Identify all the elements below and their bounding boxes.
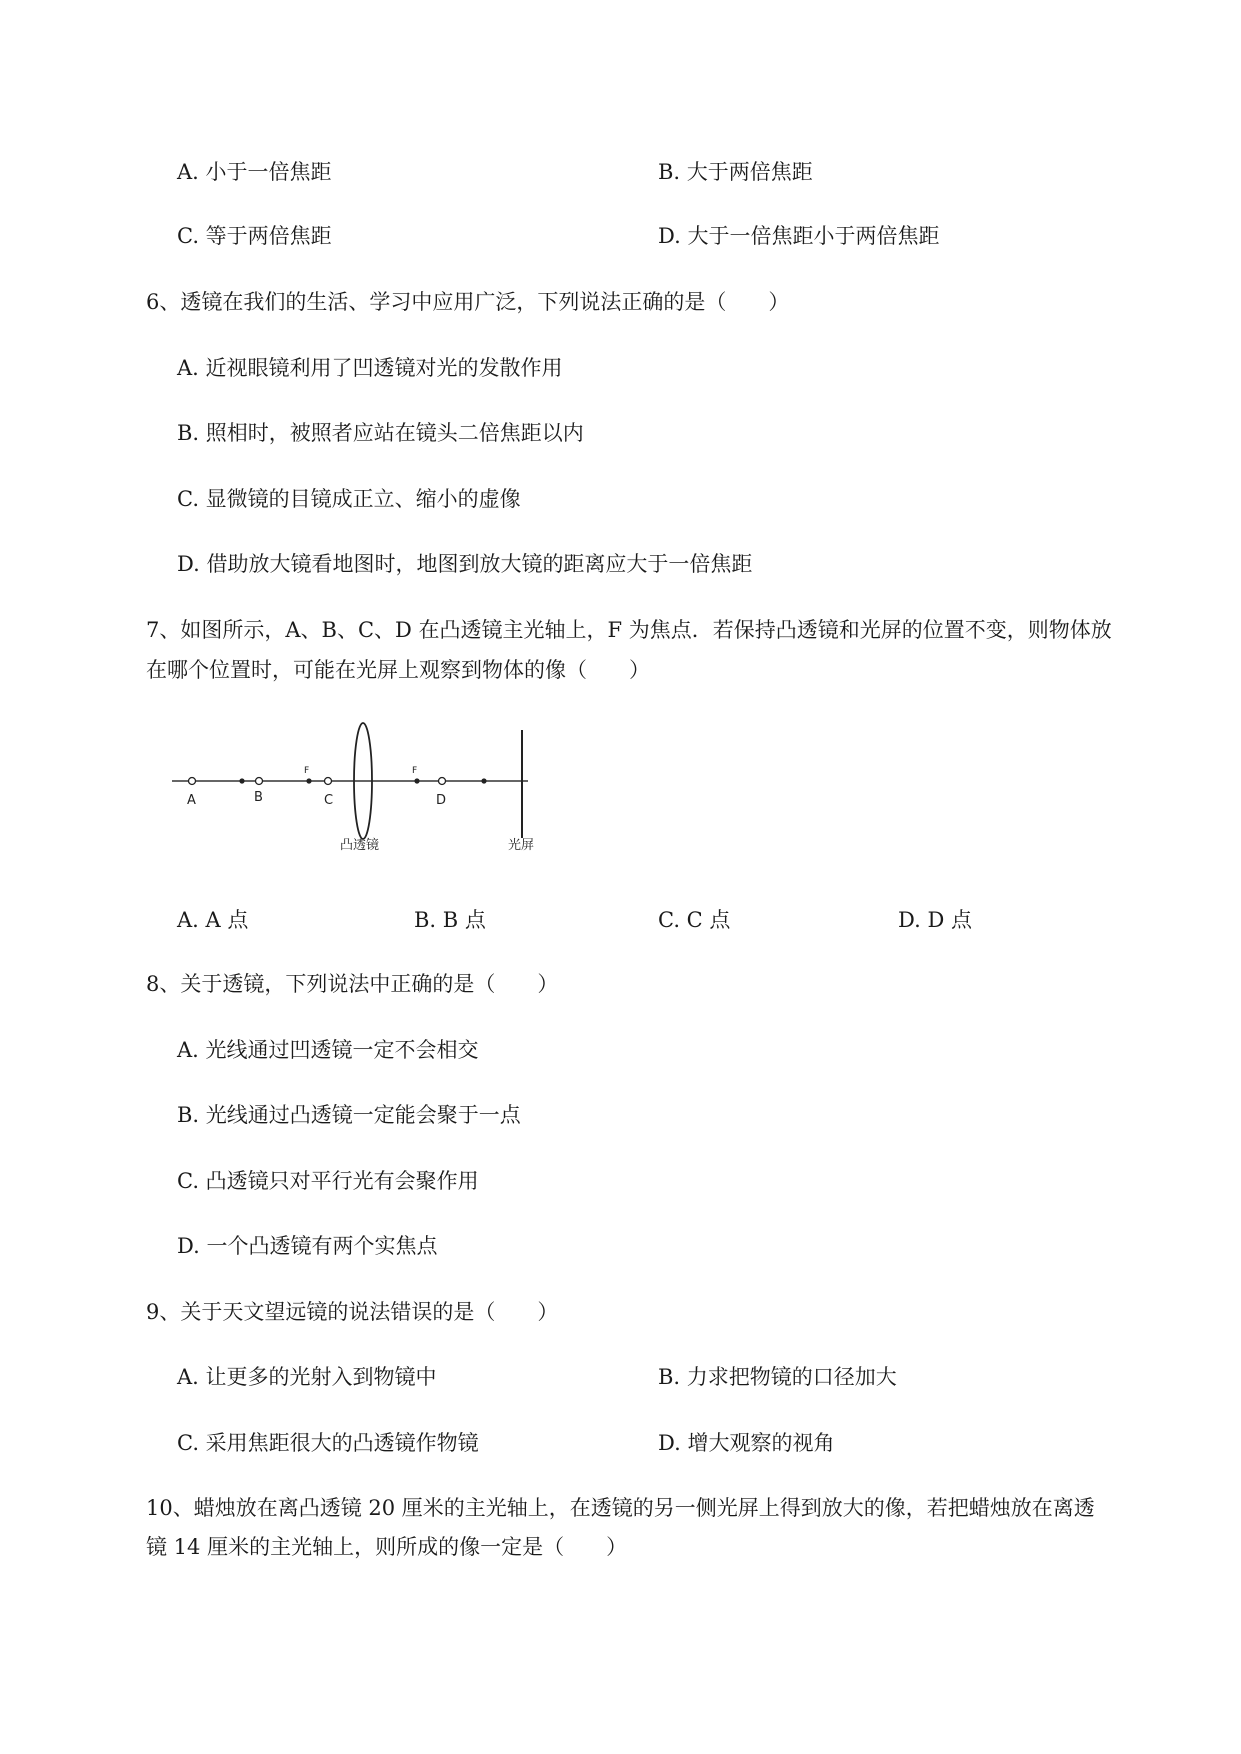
focus-left-marker: [306, 778, 311, 783]
q7-stem-line2: 在哪个位置时，可能在光屏上观察到物体的像（ ）: [146, 658, 650, 682]
solid-dot: [481, 778, 486, 783]
focus-right-marker: [414, 778, 419, 783]
q8-option-d: D. 一个凸透镜有两个实焦点: [177, 1234, 438, 1258]
lens-caption: 凸透镜: [340, 838, 380, 853]
q6-option-d: D. 借助放大镜看地图时，地图到放大镜的距离应大于一倍焦距: [177, 552, 753, 576]
q8-option-b: B. 光线通过凸透镜一定能会聚于一点: [177, 1103, 521, 1127]
q8-stem: 8、关于透镜，下列说法中正确的是（ ）: [146, 972, 559, 996]
q9-stem: 9、关于天文望远镜的说法错误的是（ ）: [146, 1300, 559, 1324]
focus-right-label: F: [412, 766, 418, 776]
point-d-marker: [439, 778, 446, 785]
q5-option-c: C. 等于两倍焦距: [177, 224, 332, 248]
focus-left-label: F: [304, 766, 310, 776]
point-c-marker: [325, 778, 332, 785]
q7-option-c: C. C 点: [658, 908, 731, 932]
point-d-label: D: [436, 793, 447, 808]
q6-stem: 6、透镜在我们的生活、学习中应用广泛，下列说法正确的是（ ）: [146, 290, 790, 314]
q8-option-a: A. 光线通过凹透镜一定不会相交: [177, 1038, 479, 1062]
point-a-label: A: [187, 793, 196, 808]
q6-option-c: C. 显微镜的目镜成正立、缩小的虚像: [177, 487, 521, 511]
lens-diagram-svg: [170, 718, 550, 868]
q6-option-a: A. 近视眼镜利用了凹透镜对光的发散作用: [177, 356, 563, 380]
lens-diagram: [170, 718, 550, 868]
q10-stem-line2: 镜 14 厘米的主光轴上，则所成的像一定是（ ）: [146, 1535, 628, 1559]
q7-stem-line1: 7、如图所示，A、B、C、D 在凸透镜主光轴上，F 为焦点．若保持凸透镜和光屏的位置不变，则物体放: [146, 618, 1112, 642]
q5-option-d: D. 大于一倍焦距小于两倍焦距: [658, 224, 940, 248]
point-a-marker: [189, 778, 196, 785]
screen-caption: 光屏: [508, 838, 535, 853]
q6-option-b: B. 照相时，被照者应站在镜头二倍焦距以内: [177, 421, 584, 445]
q7-option-a: A. A 点: [177, 908, 249, 932]
q7-option-d: D. D 点: [898, 908, 972, 932]
q9-option-b: B. 力求把物镜的口径加大: [658, 1365, 897, 1389]
q8-option-c: C. 凸透镜只对平行光有会聚作用: [177, 1169, 479, 1193]
q7-option-b: B. B 点: [414, 908, 486, 932]
point-b-label: B: [254, 790, 263, 805]
q9-option-a: A. 让更多的光射入到物镜中: [177, 1365, 437, 1389]
q10-stem-line1: 10、蜡烛放在离凸透镜 20 厘米的主光轴上，在透镜的另一侧光屏上得到放大的像，若把蜡烛放在离透: [146, 1496, 1095, 1520]
point-b-marker: [256, 778, 263, 785]
q9-option-d: D. 增大观察的视角: [658, 1431, 835, 1455]
q5-option-a: A. 小于一倍焦距: [177, 160, 332, 184]
q5-option-b: B. 大于两倍焦距: [658, 160, 813, 184]
solid-dot: [239, 778, 244, 783]
point-c-label: C: [324, 793, 334, 808]
q9-option-c: C. 采用焦距很大的凸透镜作物镜: [177, 1431, 479, 1455]
